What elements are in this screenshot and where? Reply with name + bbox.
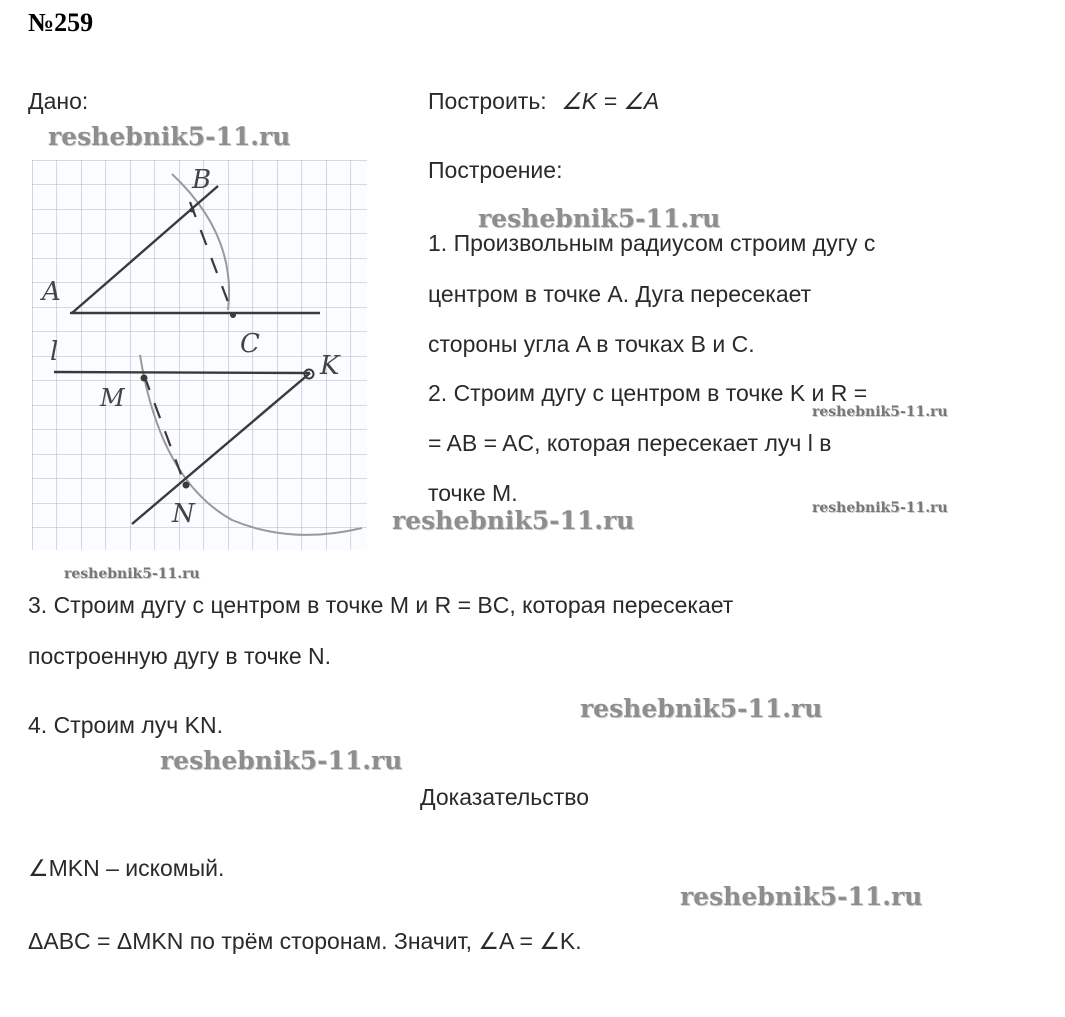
point-C	[230, 312, 236, 318]
watermark: reshebnik5-11.ru	[160, 746, 403, 775]
step-1-line-2: центром в точке A. Дуга пересекает	[428, 281, 812, 307]
label-B: B	[192, 165, 212, 195]
ray-l	[54, 372, 310, 373]
step-2-line-3: точке M.	[428, 480, 518, 506]
watermark: reshebnik5-11.ru	[812, 404, 948, 420]
label-N: N	[172, 499, 195, 529]
step-2-line-2: = AB = AC, которая пересекает луч l в	[428, 430, 832, 456]
given-label: Дано:	[28, 88, 89, 114]
watermark: reshebnik5-11.ru	[812, 500, 948, 516]
label-l: l	[50, 337, 59, 367]
construct-formula: ∠K = ∠A	[561, 88, 660, 114]
watermark: reshebnik5-11.ru	[48, 122, 291, 151]
figure-svg	[32, 160, 367, 550]
watermark: reshebnik5-11.ru	[478, 204, 721, 233]
grid-lines	[32, 160, 367, 550]
label-K: K	[320, 351, 340, 381]
point-N	[183, 482, 190, 489]
step-4: 4. Строим луч KN.	[28, 712, 223, 738]
step-2-line-1: 2. Строим дугу с центром в точке K и R =	[428, 380, 868, 406]
construction-figure	[32, 160, 367, 550]
proof-line-1: ∠MKN – искомый.	[28, 855, 225, 881]
step-3-line-2: построенную дугу в точке N.	[28, 643, 332, 669]
point-B	[190, 208, 195, 213]
watermark: reshebnik5-11.ru	[680, 882, 923, 911]
step-3-line-1: 3. Строим дугу с центром в точке M и R = BC, которая пересекает	[28, 592, 734, 618]
label-C: C	[240, 329, 260, 359]
proof-line-2: ΔABC = ΔMKN по трём сторонам. Значит, ∠A = ∠K.	[28, 928, 582, 954]
step-1-line-3: стороны угла A в точках B и C.	[428, 331, 755, 357]
point-M	[141, 375, 148, 382]
label-A: A	[42, 277, 61, 307]
construction-title: Построение:	[428, 157, 563, 183]
step-1-line-1: 1. Произвольным радиусом строим дугу с	[428, 230, 876, 256]
problem-number: №259	[28, 8, 94, 37]
construct-label: Построить:	[428, 88, 547, 114]
watermark: reshebnik5-11.ru	[392, 506, 635, 535]
construct-statement	[428, 88, 659, 115]
label-M: M	[100, 384, 125, 412]
watermark: reshebnik5-11.ru	[64, 566, 200, 582]
watermark: reshebnik5-11.ru	[580, 694, 823, 723]
proof-title: Доказательство	[420, 784, 590, 810]
